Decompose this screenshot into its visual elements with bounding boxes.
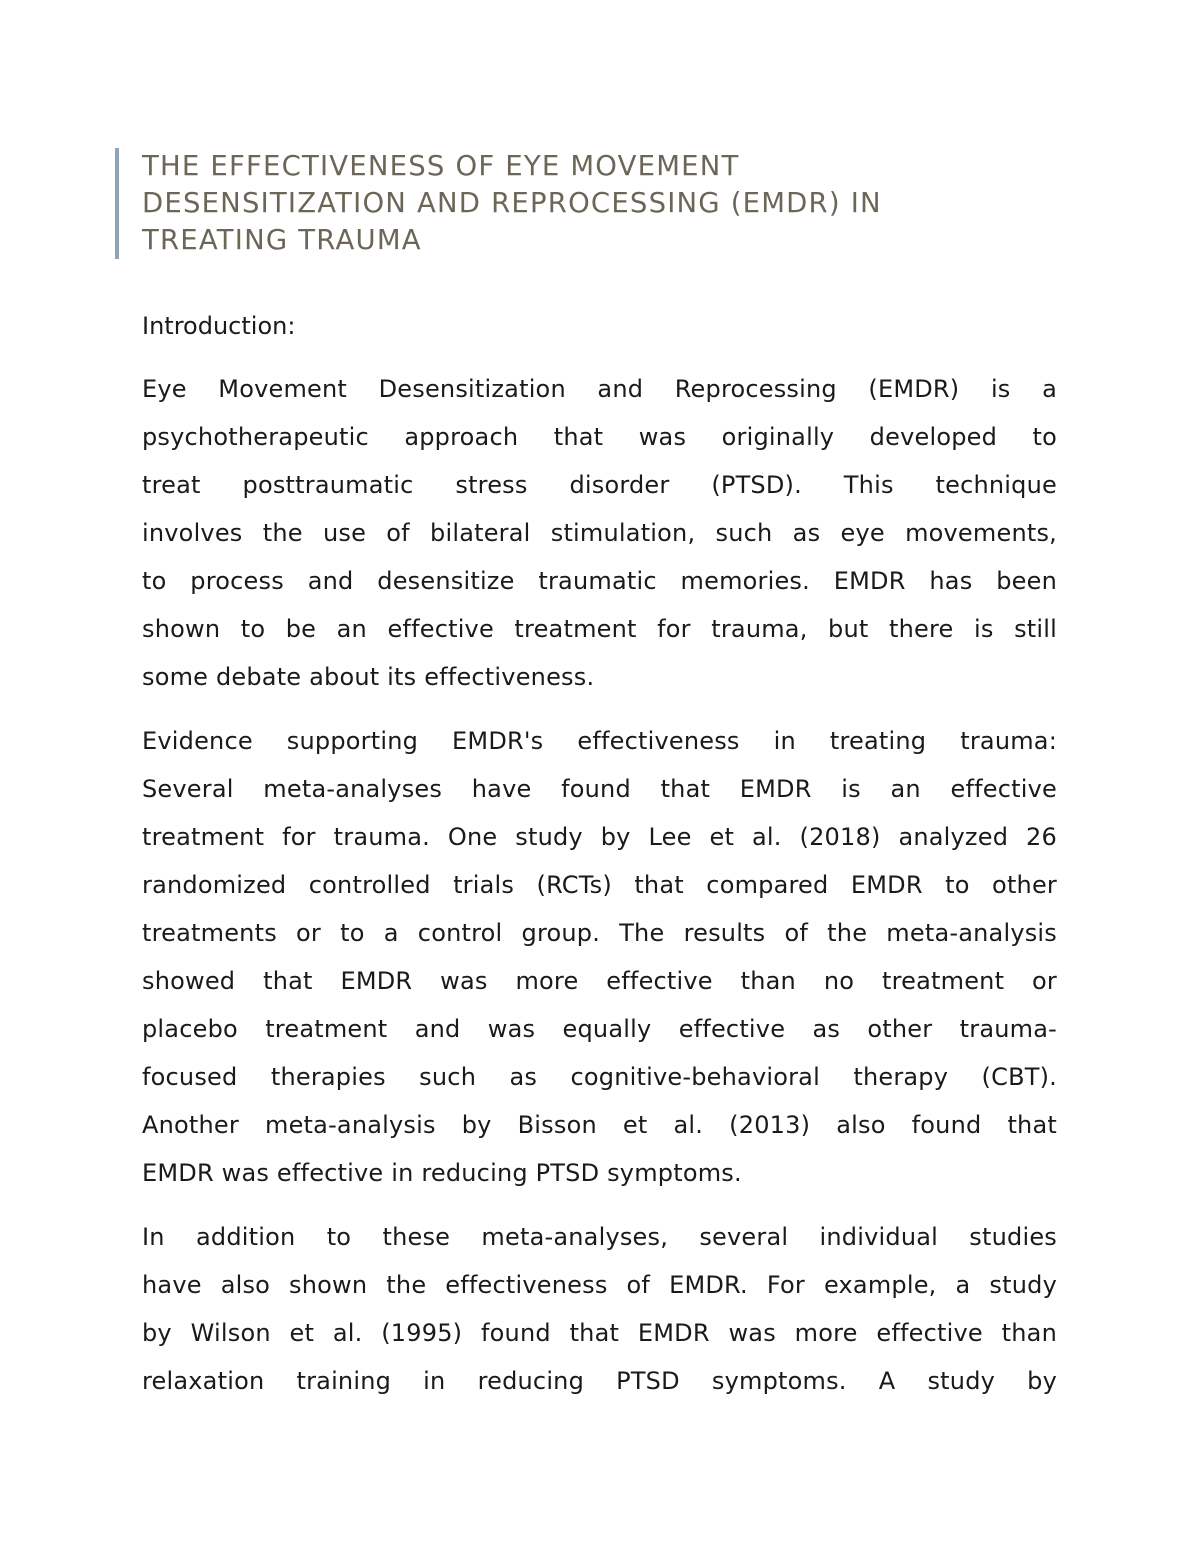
paragraph-1 xyxy=(142,365,1057,701)
paragraph-line: treatments or to a control group. The results of the meta-analysis xyxy=(142,919,1057,947)
paragraph-line: In addition to these meta-analyses, several individual studies xyxy=(142,1223,1057,1251)
paragraph-2 xyxy=(142,717,1057,1197)
paragraph-line: Evidence supporting EMDR's effectiveness in treating trauma: xyxy=(142,727,1057,755)
document-title xyxy=(115,148,975,259)
paragraph-line: Several meta-analyses have found that EMDR is an effective xyxy=(142,775,1057,803)
paragraph-line: psychotherapeutic approach that was originally developed to xyxy=(142,423,1057,451)
paragraph-line: relaxation training in reducing PTSD symptoms. A study by xyxy=(142,1367,1057,1395)
paragraph-line: focused therapies such as cognitive-behavioral therapy (CBT). xyxy=(142,1063,1057,1091)
paragraph-line: treatment for trauma. One study by Lee et al. (2018) analyzed 26 xyxy=(142,823,1057,851)
paragraph-line: by Wilson et al. (1995) found that EMDR was more effective than xyxy=(142,1319,1057,1347)
paragraph-line: EMDR was effective in reducing PTSD symptoms. xyxy=(142,1159,742,1187)
title-line: DESENSITIZATION AND REPROCESSING (EMDR) IN xyxy=(142,187,882,219)
paragraph-line: have also shown the effectiveness of EMDR. For example, a study xyxy=(142,1271,1057,1299)
section-heading-introduction: Introduction: xyxy=(142,312,296,340)
paragraph-line: shown to be an effective treatment for trauma, but there is still xyxy=(142,615,1057,643)
paragraph-line: randomized controlled trials (RCTs) that compared EMDR to other xyxy=(142,871,1057,899)
paragraph-line: Another meta-analysis by Bisson et al. (2013) also found that xyxy=(142,1111,1057,1139)
title-line: TREATING TRAUMA xyxy=(142,224,422,256)
paragraph-line: showed that EMDR was more effective than no treatment or xyxy=(142,967,1057,995)
paragraph-line: involves the use of bilateral stimulation, such as eye movements, xyxy=(142,519,1057,547)
paragraph-3 xyxy=(142,1213,1057,1405)
paragraph-line: some debate about its effectiveness. xyxy=(142,663,595,691)
title-line: THE EFFECTIVENESS OF EYE MOVEMENT xyxy=(142,150,740,182)
paragraph-line: treat posttraumatic stress disorder (PTSD). This technique xyxy=(142,471,1057,499)
paragraph-line: to process and desensitize traumatic memories. EMDR has been xyxy=(142,567,1057,595)
paragraph-line: placebo treatment and was equally effective as other trauma- xyxy=(142,1015,1057,1043)
paragraph-line: Eye Movement Desensitization and Reprocessing (EMDR) is a xyxy=(142,375,1057,403)
